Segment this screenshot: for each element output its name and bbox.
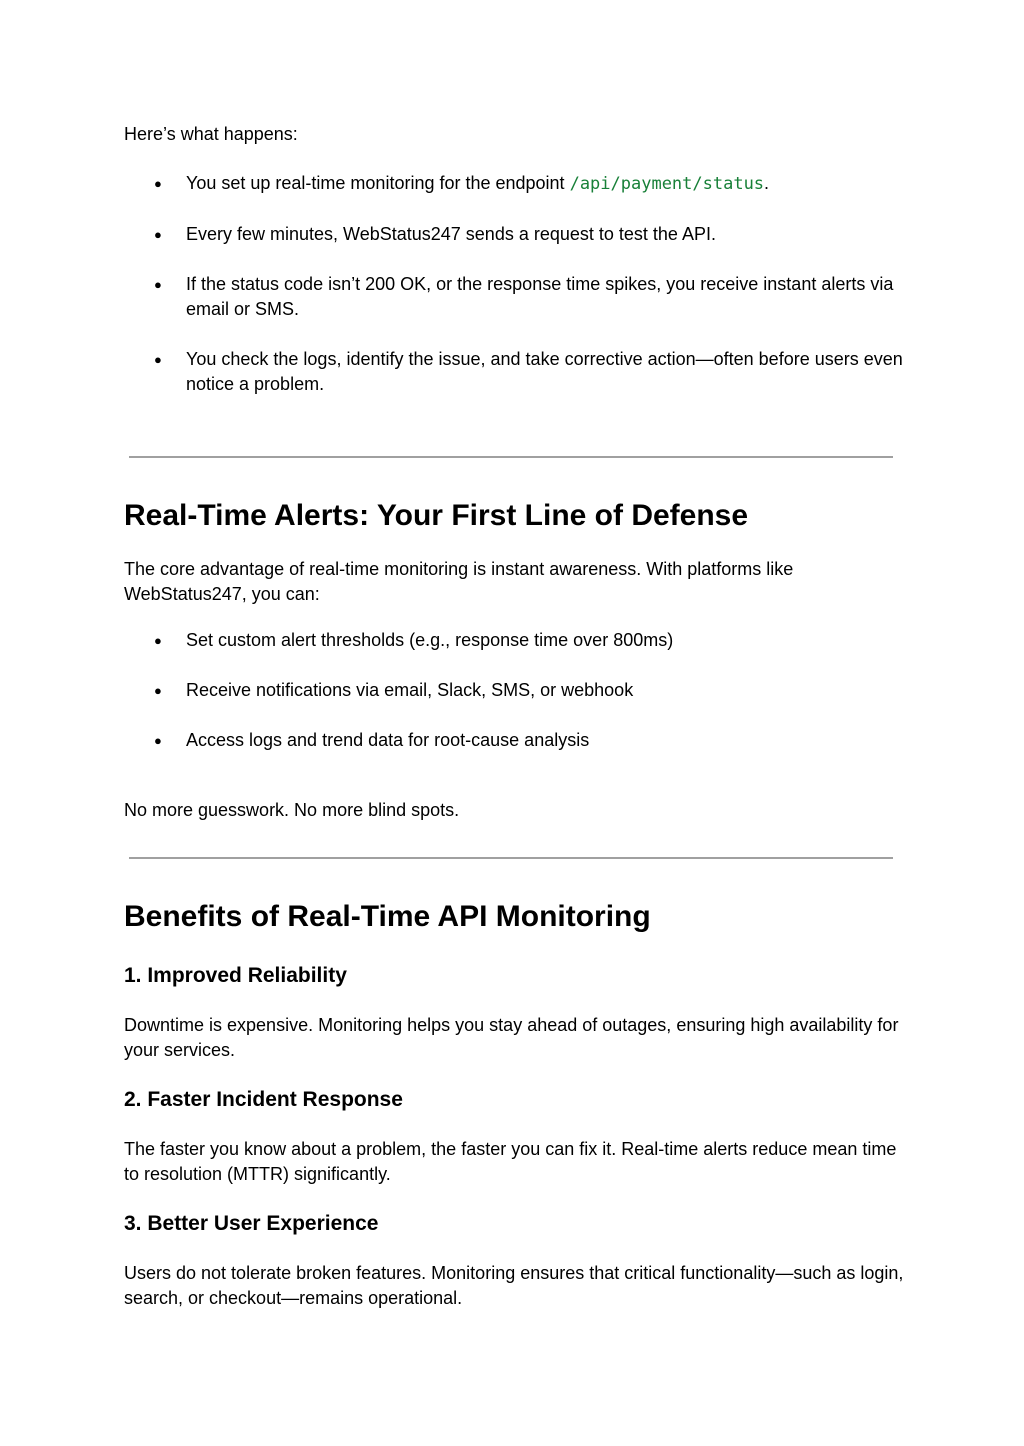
section-heading-benefits: Benefits of Real-Time API Monitoring — [124, 900, 651, 933]
list-item: ● You set up real-time monitoring for the endpoint /api/payment/status. — [154, 173, 770, 194]
bullet-icon: ● — [154, 227, 162, 242]
bullet-icon: ● — [154, 277, 162, 292]
list-item: ● Set custom alert thresholds (e.g., response time over 800ms) — [154, 628, 904, 653]
benefit-text: Users do not tolerate broken features. Monitoring ensures that critical functionality—such as login, search, or checkout—remains operational. — [124, 1263, 904, 1308]
benefit-title: 2. Faster Incident Response — [124, 1088, 403, 1111]
section-divider — [129, 857, 893, 859]
bullet-icon: ● — [154, 633, 162, 648]
alerts-closing: No more guesswork. No more blind spots. — [124, 800, 460, 820]
bullet-icon: ● — [154, 683, 162, 698]
benefit-text: The faster you know about a problem, the faster you can fix it. Real-time alerts reduce mean time to resolution (MTTR) significantly. — [124, 1139, 897, 1184]
list-item: ● If the status code isn’t 200 OK, or the response time spikes, you receive instant alerts via email or SMS. — [154, 274, 894, 319]
list-item: ● Receive notifications via email, Slack, SMS, or webhook — [154, 678, 904, 703]
benefit-text: Downtime is expensive. Monitoring helps you stay ahead of outages, ensuring high availability for your services. — [124, 1015, 899, 1060]
benefit-title: 1. Improved Reliability — [124, 964, 347, 987]
bullet-icon: ● — [154, 176, 162, 191]
alerts-lead: The core advantage of real-time monitoring is instant awareness. With platforms like WebStatus247, you can: — [124, 559, 794, 604]
bullet-icon: ● — [154, 733, 162, 748]
section-heading-alerts: Real-Time Alerts: Your First Line of Defense — [124, 499, 749, 532]
section-divider — [129, 456, 893, 458]
list-item: ● You check the logs, identify the issue, and take corrective action—often before users even notice a problem. — [154, 349, 903, 394]
endpoint-code: /api/payment/status — [569, 174, 765, 194]
intro-lead: Here’s what happens: — [124, 124, 298, 144]
bullet-icon: ● — [154, 352, 162, 367]
benefit-title: 3. Better User Experience — [124, 1212, 379, 1235]
list-item: ● Every few minutes, WebStatus247 sends a request to test the API. — [154, 222, 904, 247]
list-item: ● Access logs and trend data for root-cause analysis — [154, 728, 904, 753]
